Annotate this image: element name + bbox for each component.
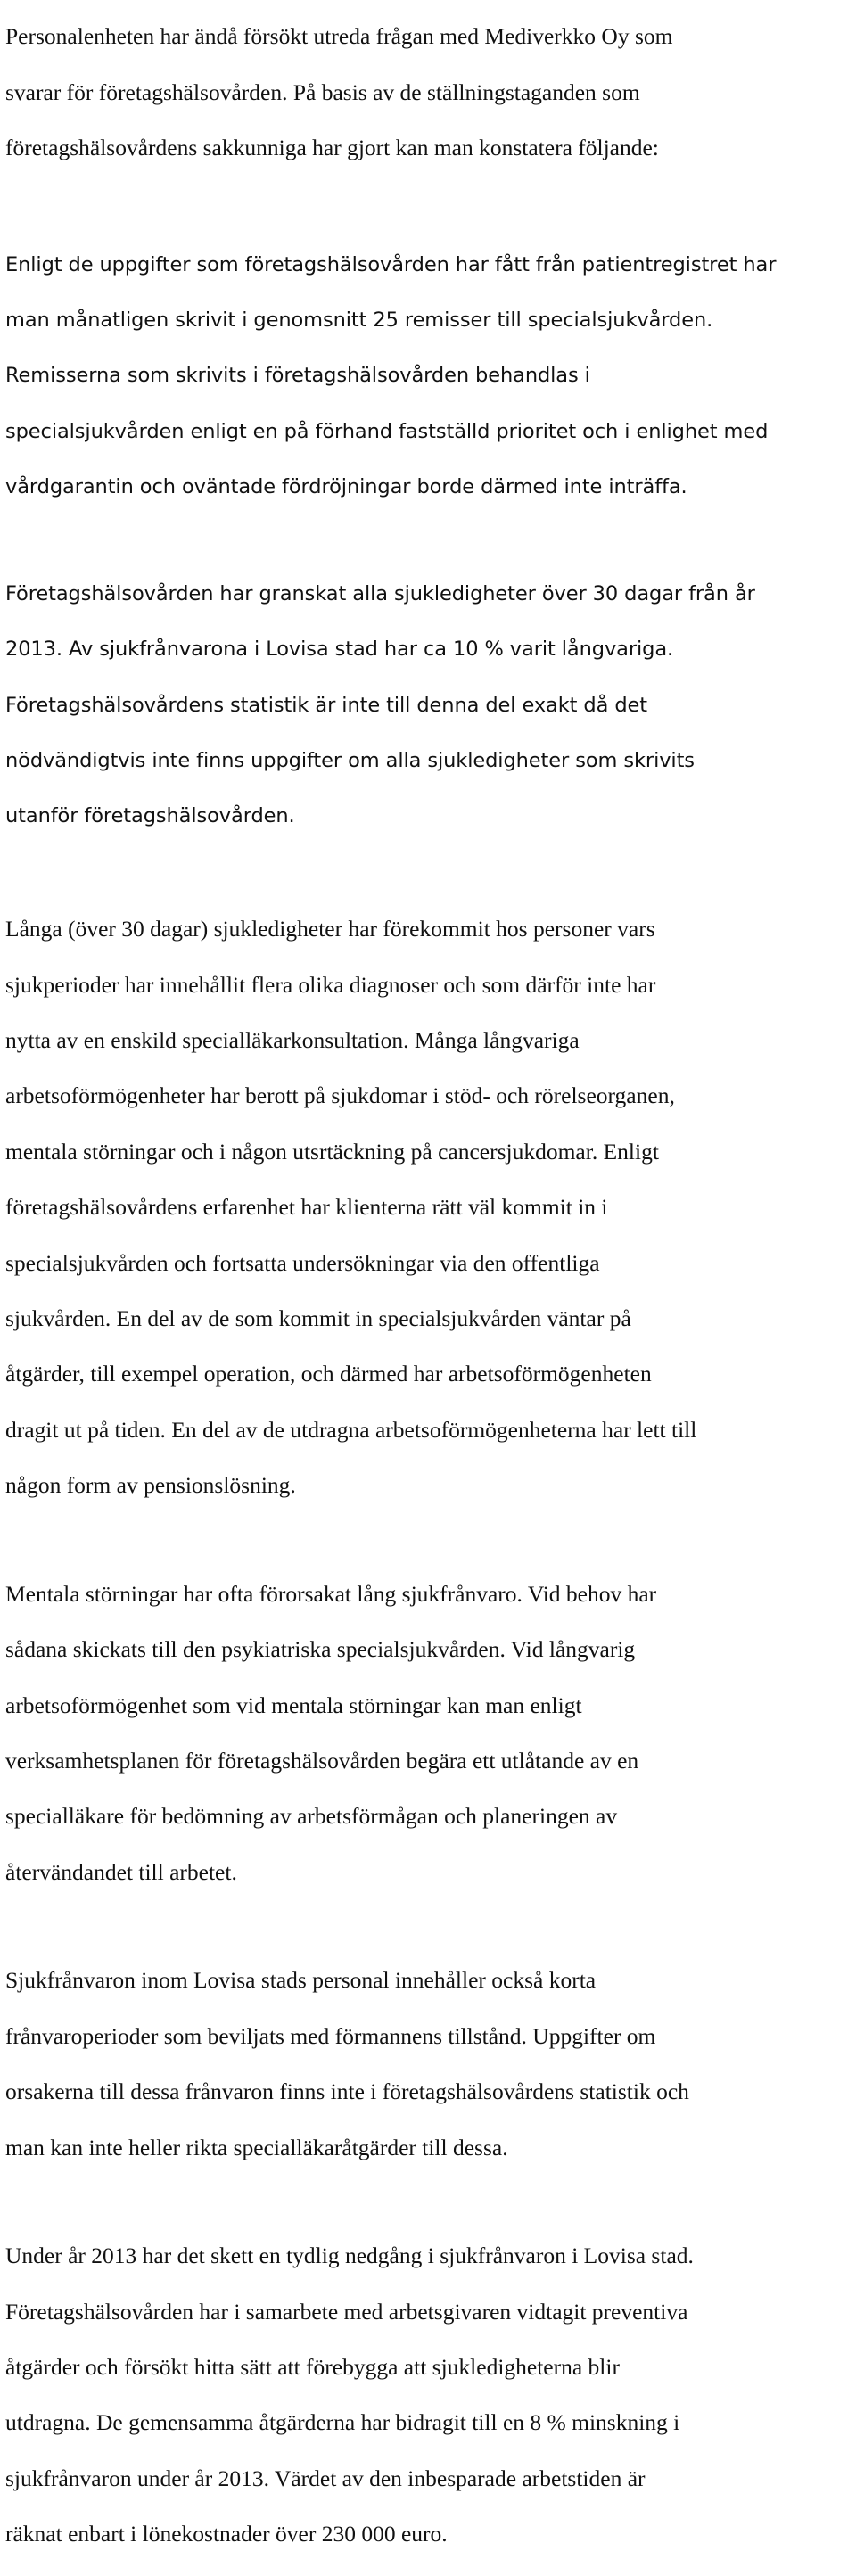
text-line: frånvaroperioder som beviljats med förmannens tillstånd. Uppgifter om [5, 2022, 656, 2049]
text-line: specialsjukvården enligt en på förhand fastställd prioritet och i enlighet med [5, 419, 769, 443]
text-line: räknat enbart i lönekostnader över 230 000 euro. [5, 2521, 448, 2547]
text-line: specialsjukvården och fortsatta undersökningar via den offentliga [5, 1249, 600, 1276]
text-line: specialläkare för bedömning av arbetsförmågan och planeringen av [5, 1803, 618, 1830]
paragraph-short-absences [5, 1938, 849, 2189]
text-line: 2013. Av sjukfrånvarona i Lovisa stad har ca 10 % varit långvariga. [5, 638, 674, 662]
text-line: orsakerna till dessa frånvaron finns inte i företagshälsovårdens statistik och [5, 2078, 689, 2105]
text-line: återvändandet till arbetet. [5, 1858, 237, 1885]
text-line: sådana skickats till den psykiatriska specialsjukvården. Vid långvarig [5, 1636, 636, 1663]
text-line: sjukperioder har innehållit flera olika diagnoser och som därför inte har [5, 971, 656, 998]
text-line: Företagshälsovårdens statistik är inte till denna del exakt då det [5, 693, 647, 717]
text-line: åtgärder, till exempel operation, och därmed har arbetsoförmögenheten [5, 1361, 652, 1387]
paragraph-referrals [5, 223, 849, 529]
text-line: sjukvården. En del av de som kommit in specialsjukvården väntar på [5, 1304, 631, 1331]
text-line: Mentala störningar har ofta förorsakat lång sjukfrånvaro. Vid behov har [5, 1580, 657, 1607]
paragraph-intro [5, 0, 849, 189]
text-line: nödvändigtvis inte finns uppgifter om alla sjukledigheter som skrivits [5, 749, 695, 773]
paragraph-mental-disorders [5, 1552, 849, 1914]
text-line: Sjukfrånvaron inom Lovisa stads personal innehåller också korta [5, 1967, 597, 1994]
text-line: arbetsoförmögenhet som vid mentala störningar kan man enligt [5, 1691, 582, 1718]
text-line: Företagshälsovården har i samarbete med arbetsgivaren vidtagit preventiva [5, 2298, 688, 2325]
text-line: Enligt de uppgifter som företagshälsovården har fått från patientregistret har [5, 252, 777, 276]
text-line: åtgärder och försökt hitta sätt att förebygga att sjukledigheterna blir [5, 2354, 620, 2381]
text-line: man kan inte heller rikta specialläkaråtgärder till dessa. [5, 2134, 508, 2160]
text-line: någon form av pensionslösning. [5, 1472, 296, 1499]
text-line: Remisserna som skrivits i företagshälsovården behandlas i [5, 364, 590, 388]
text-line: vårdgarantin och oväntade fördröjningar borde därmed inte inträffa. [5, 475, 687, 499]
paragraph-2013-decline [5, 2214, 849, 2576]
paragraph-sick-leave-review [5, 553, 849, 859]
text-line: utdragna. De gemensamma åtgärderna har bidragit till en 8 % minskning i [5, 2409, 680, 2436]
text-line: mentala störningar och i någon utsrtäckning på cancersjukdomar. Enligt [5, 1138, 659, 1165]
text-line: nytta av en enskild specialläkarkonsultation. Många långvariga [5, 1026, 580, 1053]
text-line: sjukfrånvaron under år 2013. Värdet av den inbesparade arbetstiden är [5, 2465, 646, 2491]
text-line: arbetsoförmögenheter har berott på sjukdomar i stöd- och rörelseorganen, [5, 1082, 675, 1109]
text-line: svarar för företagshälsovården. På basis av de ställningstaganden som [5, 78, 640, 105]
text-line: man månatligen skrivit i genomsnitt 25 remisser till specialsjukvården. [5, 309, 713, 333]
text-line: Företagshälsovården har granskat alla sjukledigheter över 30 dagar från år [5, 581, 755, 605]
paragraph-long-sick-leave [5, 887, 849, 1527]
text-line: företagshälsovårdens erfarenhet har klienterna rätt väl kommit in i [5, 1194, 608, 1221]
text-line: företagshälsovårdens sakkunniga har gjort kan man konstatera följande: [5, 135, 659, 161]
text-line: Långa (över 30 dagar) sjukledigheter har förekommit hos personer vars [5, 916, 655, 942]
text-line: Under år 2013 har det skett en tydlig nedgång i sjukfrånvaron i Lovisa stad. [5, 2243, 694, 2269]
text-line: utanför företagshälsovården. [5, 804, 295, 828]
text-line: Personalenheten har ändå försökt utreda frågan med Mediverkko Oy som [5, 23, 673, 50]
text-line: dragit ut på tiden. En del av de utdragna arbetsoförmögenheterna har lett till [5, 1416, 697, 1443]
text-line: verksamhetsplanen för företagshälsovården begära ett utlåtande av en [5, 1747, 639, 1774]
